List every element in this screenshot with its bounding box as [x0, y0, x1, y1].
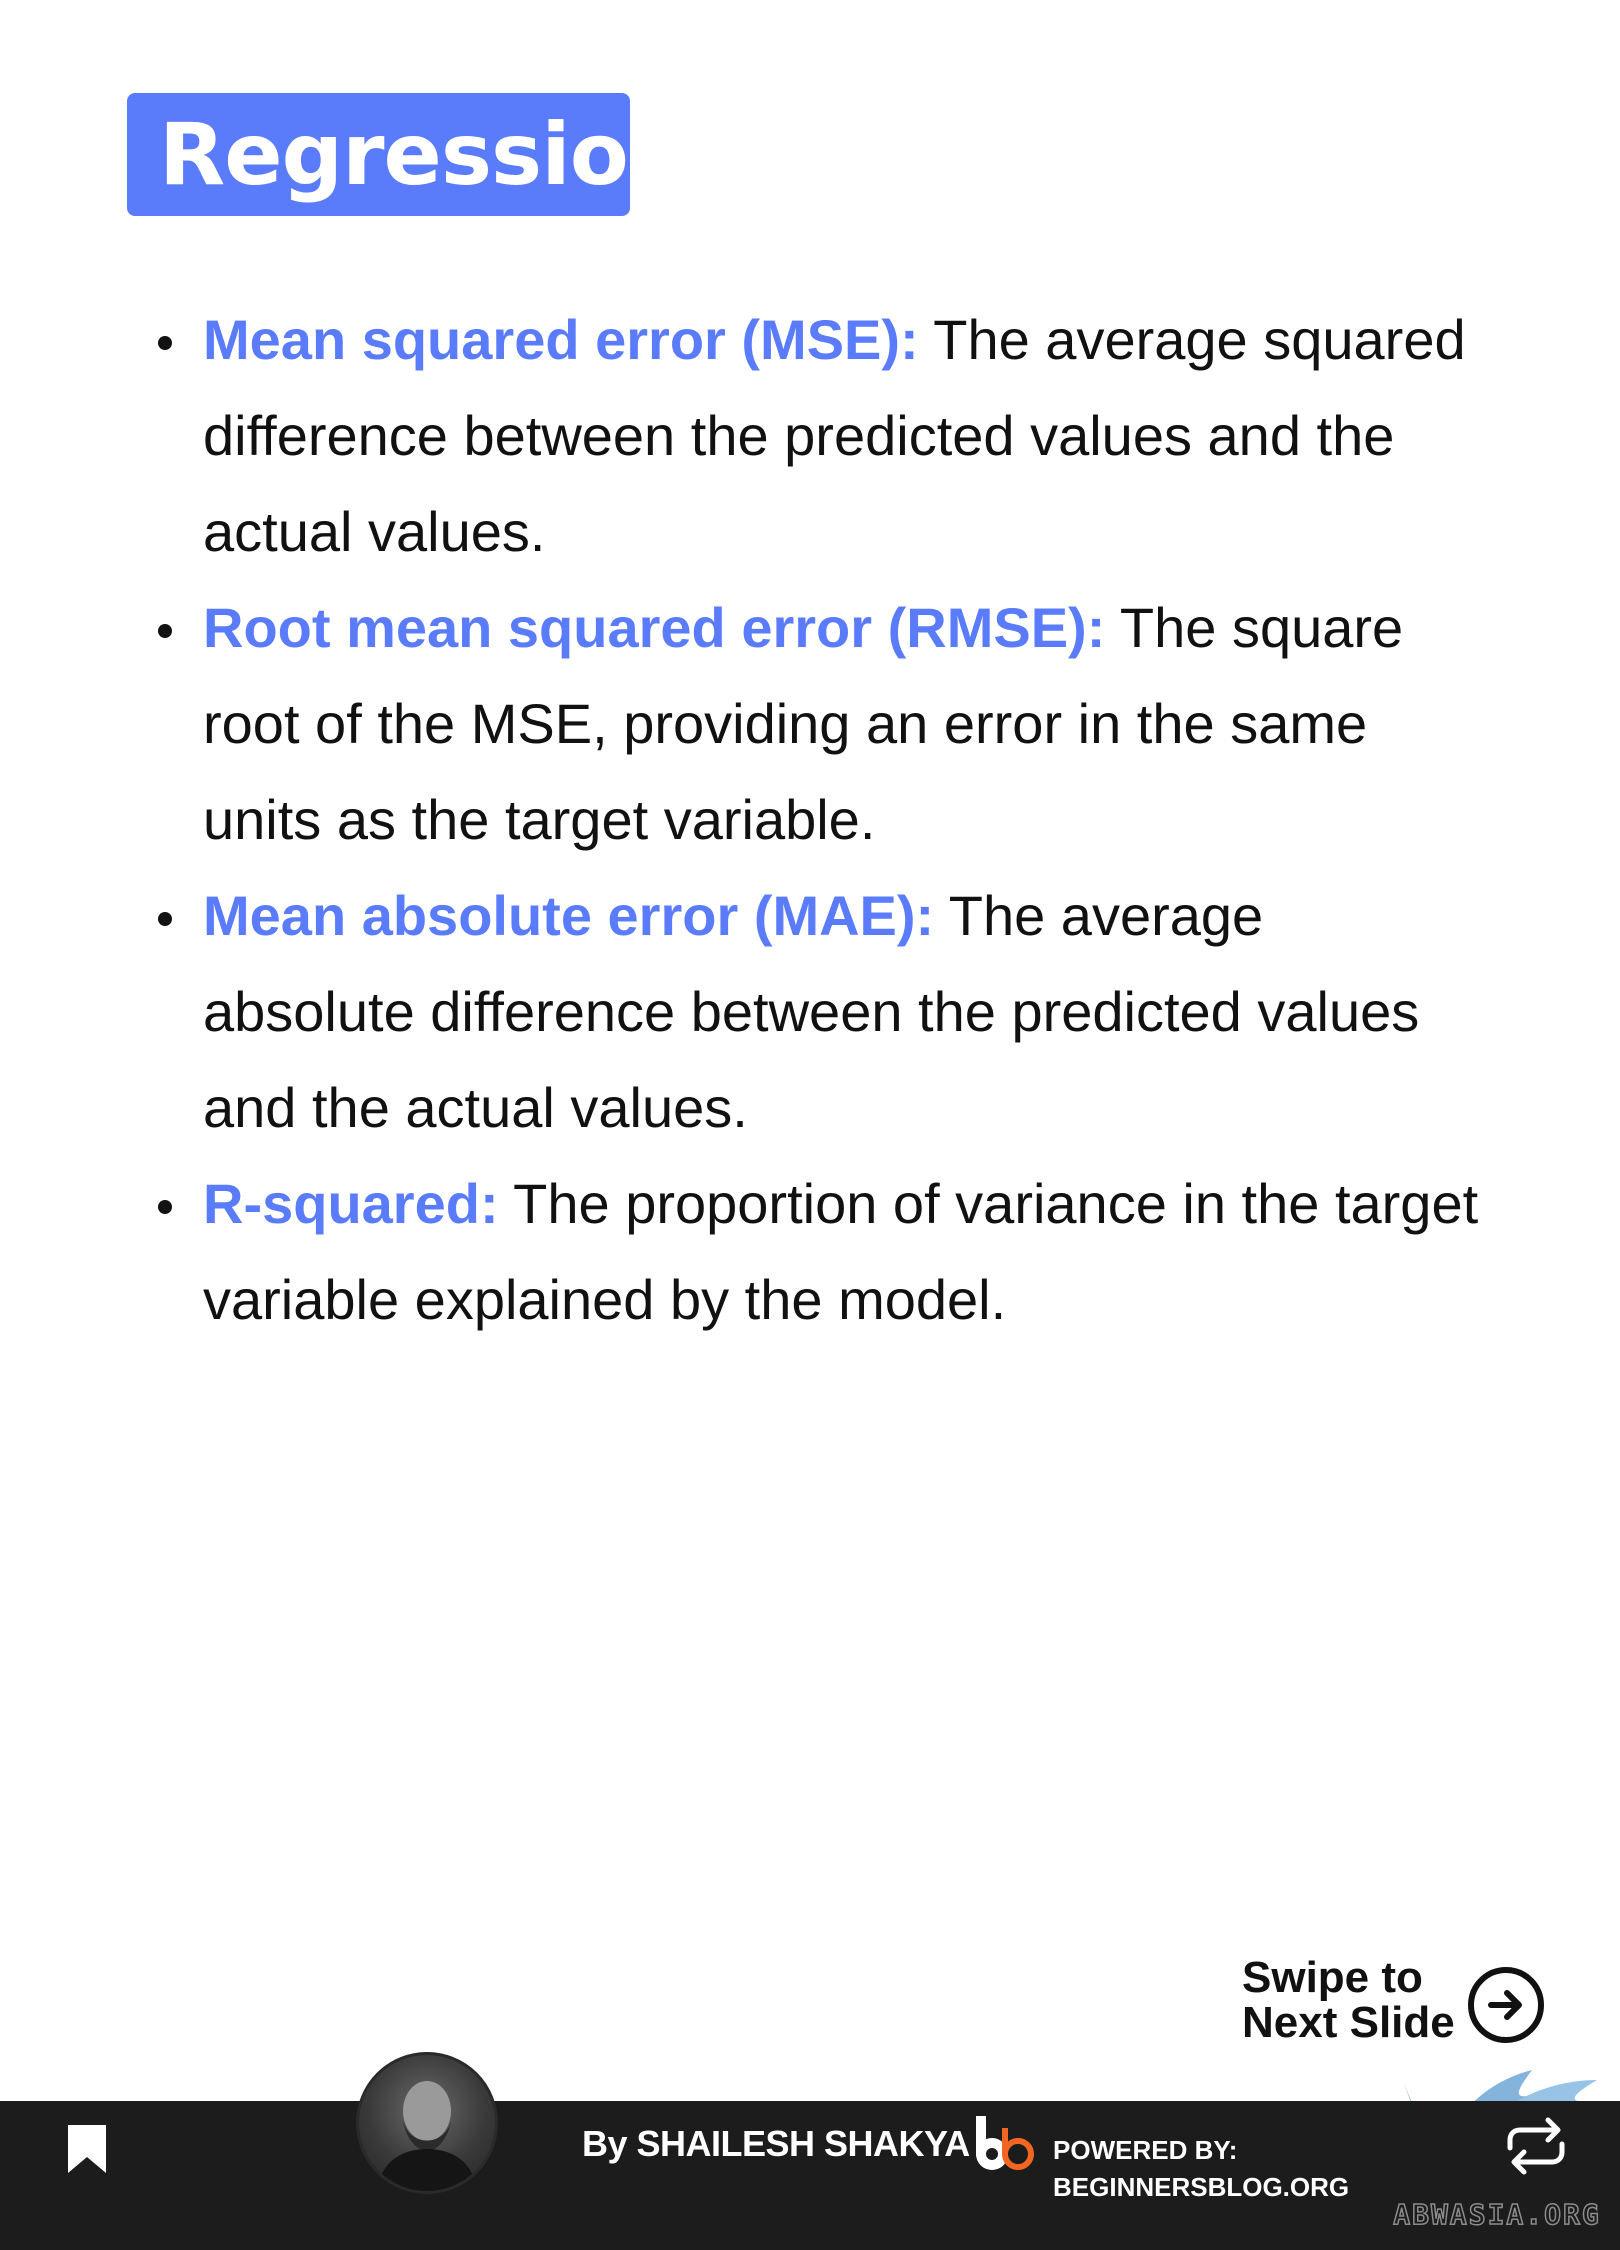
bullet-icon	[158, 1200, 172, 1214]
list-item	[150, 1156, 1480, 1348]
metric-term: Root mean squared error (RMSE):	[203, 596, 1106, 659]
swipe-label-line1: Swipe to	[1242, 1953, 1423, 2002]
author-photo	[359, 2055, 495, 2191]
swipe-label-line2: Next Slide	[1242, 1998, 1455, 2047]
list-item	[150, 868, 1480, 1156]
list-item	[150, 580, 1480, 868]
watermark-text: ABWASIA.ORG	[1393, 2198, 1601, 2231]
metric-description: The average squared difference between the predicted values and the actual values.	[203, 308, 1466, 563]
metric-term: Mean absolute error (MAE):	[203, 884, 935, 947]
author-name: By SHAILESH SHAKYA	[582, 2123, 970, 2164]
metric-term: R-squared:	[203, 1172, 499, 1235]
page-title: Regression:	[159, 104, 722, 205]
metric-description: The proportion of variance in the target variable explained by the model.	[203, 1172, 1479, 1331]
beginnersblog-logo-icon	[972, 2112, 1036, 2176]
metric-description: The average absolute difference between the predicted values and the actual values.	[203, 884, 1420, 1139]
next-slide-button[interactable]	[1468, 1967, 1544, 2043]
arrow-right-circle-icon	[1483, 1982, 1529, 2028]
page-title-badge	[127, 93, 722, 216]
swipe-label	[1242, 1955, 1472, 2045]
powered-by-site[interactable]: BEGINNERSBLOG.ORG	[1053, 2172, 1350, 2202]
bullet-icon	[158, 624, 172, 638]
bookmark-icon[interactable]	[66, 2123, 108, 2175]
avatar	[356, 2052, 498, 2194]
bullet-icon	[158, 336, 172, 350]
metric-term: Mean squared error (MSE):	[203, 308, 919, 371]
bullet-icon	[158, 912, 172, 926]
metric-description: The square root of the MSE, providing an error in the same units as the target variable.	[203, 596, 1404, 851]
powered-by-label: POWERED BY:	[1053, 2135, 1238, 2165]
repeat-icon[interactable]	[1500, 2110, 1572, 2182]
metric-list	[150, 292, 1480, 1348]
powered-by	[1053, 2132, 1349, 2206]
list-item	[150, 292, 1480, 580]
